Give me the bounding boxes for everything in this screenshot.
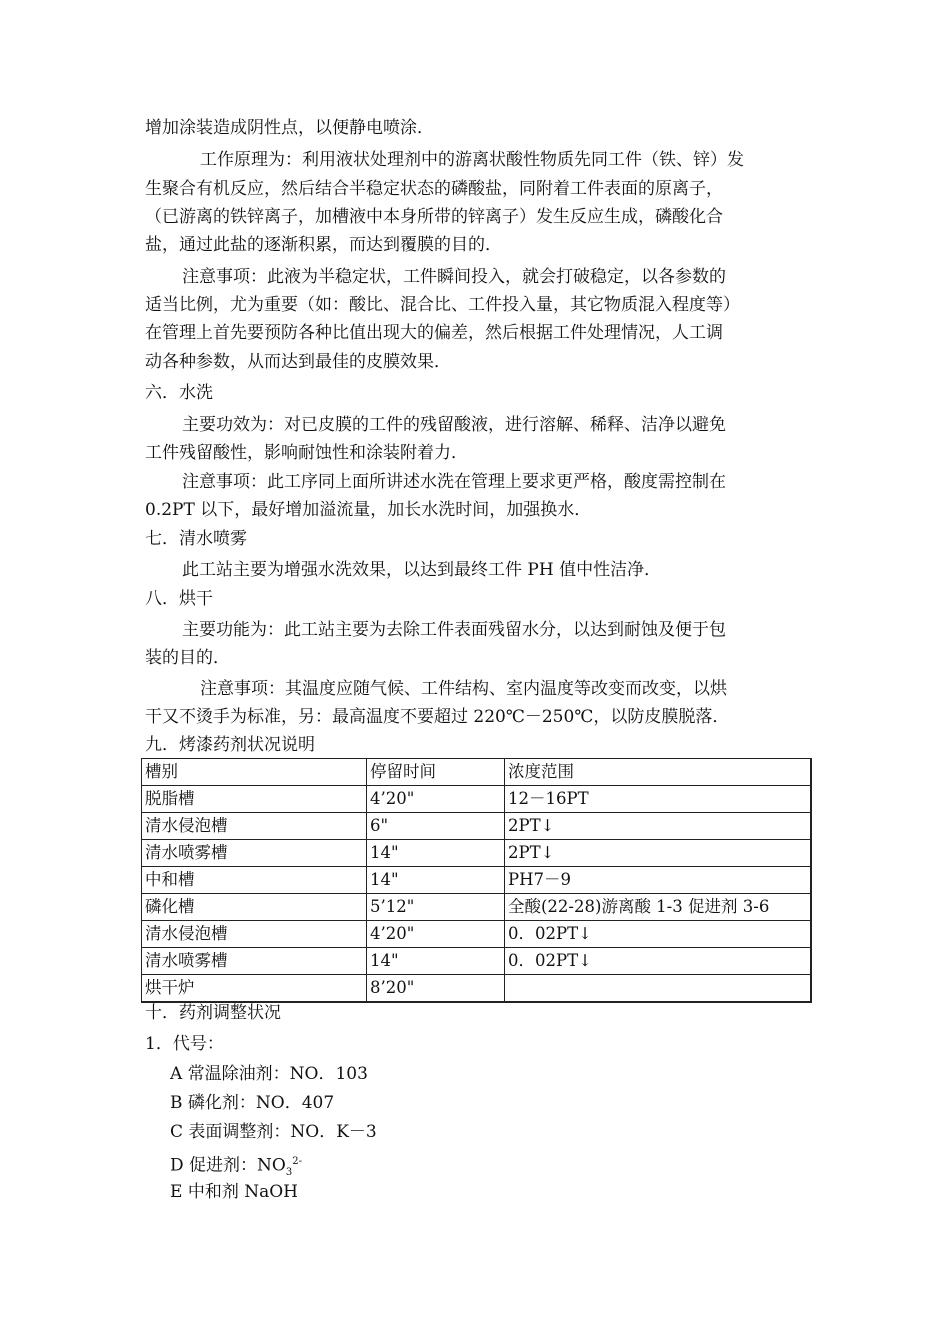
table-cell: 2PT↓ (505, 840, 812, 867)
table-row (142, 975, 812, 1003)
table-cell: 0．02PT↓ (505, 948, 812, 975)
table-cell (505, 975, 812, 1003)
list-item-text: D 促进剂：NO (170, 1155, 286, 1176)
table-cell: 4’20" (367, 921, 505, 948)
table-row (142, 786, 812, 813)
section-heading: 十．药剂调整状况 (145, 1003, 281, 1023)
paragraph-line: 适当比例，尤为重要（如：酸比、混合比、工件投入量，其它物质混入程度等） (145, 295, 740, 315)
paragraph-line: 干又不烫手为标准，另：最高温度不要超过 220℃－250℃，以防皮膜脱落． (145, 707, 730, 727)
paragraph-line: 0.2PT 以下，最好增加溢流量，加长水洗时间，加强换水． (145, 500, 592, 520)
table-cell: 磷化槽 (142, 894, 367, 921)
table-cell: 4’20" (367, 786, 505, 813)
table-cell: 14" (367, 840, 505, 867)
superscript: 2- (292, 1156, 302, 1167)
table-cell: 清水喷雾槽 (142, 948, 367, 975)
paragraph-line: 工作原理为：利用液状处理剂中的游离状酸性物质先同工件（铁、锌）发 (200, 150, 744, 170)
paragraph-line: （已游离的铁锌离子，加槽液中本身所带的锌离子）发生反应生成，磷酸化合 (145, 207, 723, 227)
paragraph-line: 工件残留酸性，影响耐蚀性和涂装附着力． (145, 443, 468, 463)
paragraph-line: 在管理上首先要预防各种比值出现大的偏差，然后根据工件处理情况，人工调 (145, 323, 723, 343)
paragraph-line: 盐，通过此盐的逐渐积累，而达到覆膜的目的． (145, 235, 502, 255)
paragraph-line: 注意事项：此工序同上面所讲述水洗在管理上要求更严格，酸度需控制在 (182, 472, 726, 492)
paragraph-line: 注意事项：此液为半稳定状，工件瞬间投入，就会打破稳定，以各参数的 (182, 267, 726, 287)
table-row (142, 894, 812, 921)
subsection-heading: 1．代号： (145, 1034, 224, 1054)
table-cell: 清水侵泡槽 (142, 921, 367, 948)
list-item: A 常温除油剂：NO．103 (170, 1064, 368, 1084)
section-heading: 六．水洗 (145, 383, 213, 403)
list-item: C 表面调整剂：NO．K－3 (170, 1122, 377, 1142)
paragraph-line: 动各种参数，从而达到最佳的皮膜效果． (145, 352, 451, 372)
table-cell: 14" (367, 948, 505, 975)
paragraph-line: 生聚合有机反应，然后结合半稳定状态的磷酸盐，同附着工件表面的原离子， (145, 179, 723, 199)
table-header-row (142, 759, 812, 786)
table-header-cell: 停留时间 (367, 759, 505, 786)
paragraph-line: 此工站主要为增强水洗效果，以达到最终工件 PH 值中性洁净． (182, 560, 662, 580)
table-cell: 0．02PT↓ (505, 921, 812, 948)
table-cell: 14" (367, 867, 505, 894)
table-cell: 中和槽 (142, 867, 367, 894)
table-cell: 8’20" (367, 975, 505, 1003)
table-row (142, 840, 812, 867)
table-row (142, 867, 812, 894)
table-row (142, 948, 812, 975)
paragraph-line: 主要功效为：对已皮膜的工件的残留酸液，进行溶解、稀释、洁净以避免 (182, 415, 726, 435)
table-row (142, 813, 812, 840)
section-heading: 七．清水喷雾 (145, 529, 247, 549)
table-cell: 清水喷雾槽 (142, 840, 367, 867)
table-cell: 12－16PT (505, 786, 812, 813)
table-cell: 脱脂槽 (142, 786, 367, 813)
table-cell: 6" (367, 813, 505, 840)
table-row (142, 921, 812, 948)
paragraph-line: 主要功能为：此工站主要为去除工件表面残留水分，以达到耐蚀及便于包 (182, 620, 726, 640)
table-cell: 烘干炉 (142, 975, 367, 1003)
list-item: E 中和剂 NaOH (170, 1182, 298, 1202)
section-heading: 九．烤漆药剂状况说明 (145, 735, 315, 755)
table-cell: PH7－9 (505, 867, 812, 894)
paragraph-line: 增加涂装造成阴性点，以便静电喷涂． (145, 118, 434, 138)
table-header-cell: 浓度范围 (505, 759, 812, 786)
paragraph-line: 注意事项：其温度应随气候、工件结构、室内温度等改变而改变，以烘 (200, 679, 727, 699)
table-cell: 2PT↓ (505, 813, 812, 840)
table-cell: 5’12" (367, 894, 505, 921)
table-header-cell: 槽别 (142, 759, 367, 786)
table-cell: 全酸(22-28)游离酸 1-3 促进剂 3-6 (505, 894, 812, 921)
agent-status-table (141, 758, 812, 1003)
table-cell: 清水侵泡槽 (142, 813, 367, 840)
paragraph-line: 装的目的． (145, 648, 230, 668)
section-heading: 八．烘干 (145, 589, 213, 609)
subscript: 3 (285, 1167, 293, 1179)
list-item: B 磷化剂：NO．407 (170, 1093, 335, 1113)
